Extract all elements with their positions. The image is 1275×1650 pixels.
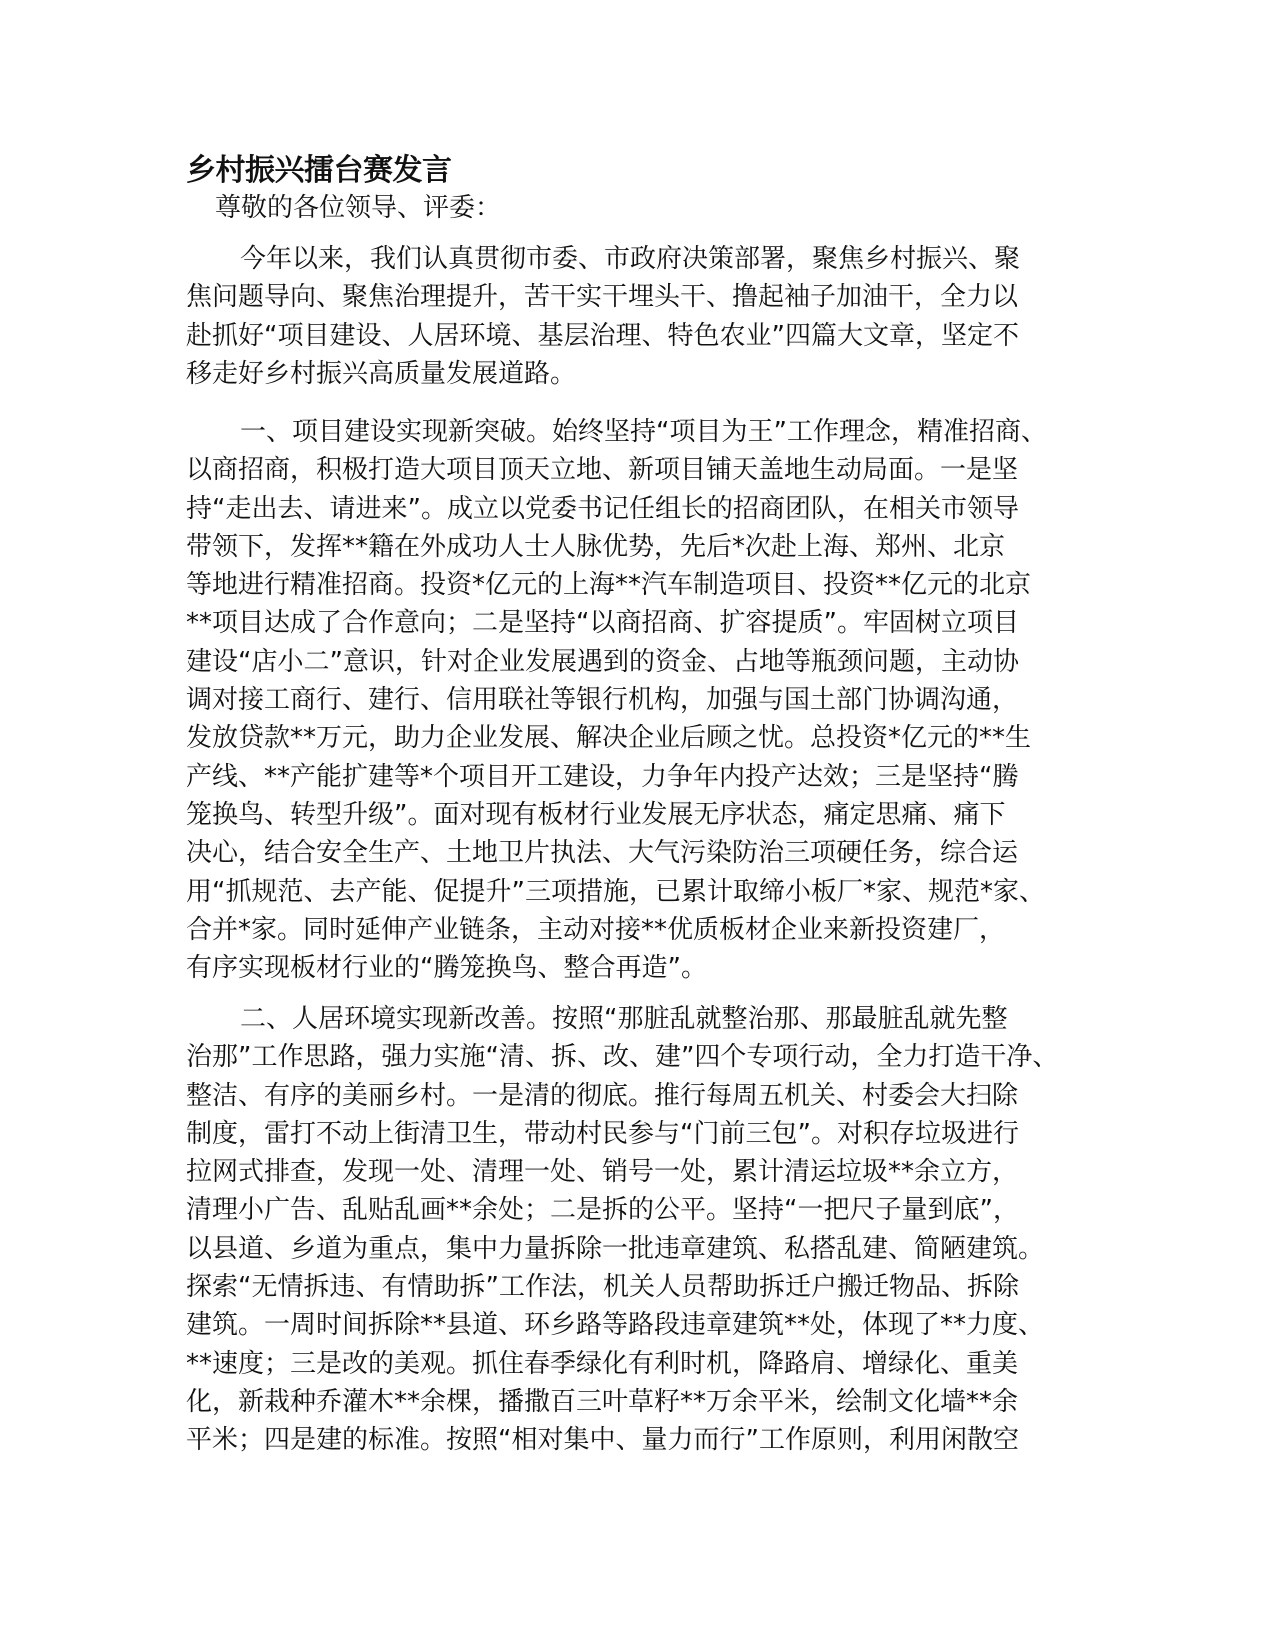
paragraph-line: 赴抓好“项目建设、人居环境、基层治理、特色农业”四篇大文章，坚定不 <box>186 320 1019 351</box>
paragraph-line: 调对接工商行、建行、信用联社等银行机构，加强与国土部门协调沟通， <box>186 685 1019 716</box>
paragraph-line: 二、人居环境实现新改善。按照“那脏乱就整治那、那最脏乱就先整 <box>240 1004 1008 1034</box>
paragraph-line: 制度，雷打不动上街清卫生，带动村民参与“门前三包”。对积存垃圾进行 <box>186 1118 1019 1149</box>
paragraph-line: **项目达成了合作意向；二是坚持“以商招商、扩容提质”。牢固树立项目 <box>186 608 1019 639</box>
paragraph-line: 发放贷款**万元，助力企业发展、解决企业后顾之忧。总投资*亿元的**生 <box>186 723 1032 754</box>
document-title: 乡村振兴擂台赛发言 <box>186 153 452 188</box>
paragraph-intro <box>186 240 1086 393</box>
paragraph-line: 持“走出去、请进来”。成立以党委书记任组长的招商团队，在相关市领导 <box>186 493 1019 524</box>
paragraph-project-construction <box>186 413 1086 987</box>
paragraph-line: 建筑。一周时间拆除**县道、环乡路等路段违章建筑**处，体现了**力度、 <box>186 1310 1045 1341</box>
paragraph-line: 清理小广告、乱贴乱画**余处；二是拆的公平。坚持“一把尺子量到底”， <box>186 1195 1019 1226</box>
paragraph-line: 拉网式排查，发现一处、清理一处、销号一处，累计清运垃圾**余立方， <box>186 1157 1019 1188</box>
paragraph-line: 产线、**产能扩建等*个项目开工建设，力争年内投产达效；三是坚持“腾 <box>186 761 1019 792</box>
paragraph-line: 今年以来，我们认真贯彻市委、市政府决策部署，聚焦乡村振兴、聚 <box>240 244 1021 274</box>
paragraph-line: 整洁、有序的美丽乡村。一是清的彻底。推行每周五机关、村委会大扫除 <box>186 1080 1019 1111</box>
paragraph-line: 用“抓规范、去产能、促提升”三项措施，已累计取缔小板厂*家、规范*家、 <box>186 876 1045 907</box>
paragraph-line: 化，新栽种乔灌木**余棵，播撒百三叶草籽**万余平米，绘制文化墙**余 <box>186 1386 1019 1417</box>
paragraph-line: 有序实现板材行业的“腾笼换鸟、整合再造”。 <box>186 953 707 984</box>
paragraph-line: 焦问题导向、聚焦治理提升，苦干实干埋头干、撸起袖子加油干，全力以 <box>186 282 1019 313</box>
paragraph-line: **速度；三是改的美观。抓住春季绿化有利时机，降路肩、增绿化、重美 <box>186 1348 1019 1379</box>
paragraph-line: 探索“无情拆违、有情助拆”工作法，机关人员帮助拆迁户搬迁物品、拆除 <box>186 1272 1019 1303</box>
paragraph-line: 等地进行精准招商。投资*亿元的上海**汽车制造项目、投资**亿元的北京 <box>186 570 1032 601</box>
paragraph-line: 合并*家。同时延伸产业链条，主动对接**优质板材企业来新投资建厂， <box>186 914 1006 945</box>
salutation: 尊敬的各位领导、评委： <box>215 193 502 223</box>
paragraph-line: 平米；四是建的标准。按照“相对集中、量力而行”工作原则，利用闲散空 <box>186 1425 1019 1456</box>
paragraph-line: 一、项目建设实现新突破。始终坚持“项目为王”工作理念，精准招商、 <box>240 417 1047 447</box>
paragraph-line: 治那”工作思路，强力实施“清、拆、改、建”四个专项行动，全力打造干净、 <box>186 1042 1059 1073</box>
paragraph-line: 笼换鸟、转型升级”。面对现有板材行业发展无序状态，痛定思痛、痛下 <box>186 799 1006 830</box>
paragraph-line: 决心，结合安全生产、土地卫片执法、大气污染防治三项硬任务，综合运 <box>186 838 1019 869</box>
paragraph-line: 带领下，发挥**籍在外成功人士人脉优势，先后*次赴上海、郑州、北京 <box>186 531 1006 562</box>
paragraph-line: 以商招商，积极打造大项目顶天立地、新项目铺天盖地生动局面。一是坚 <box>186 455 1019 486</box>
paragraph-living-environment <box>186 1000 1086 1460</box>
paragraph-line: 建设“店小二”意识，针对企业发展遇到的资金、占地等瓶颈问题，主动协 <box>186 646 1019 677</box>
paragraph-line: 移走好乡村振兴高质量发展道路。 <box>186 358 577 389</box>
paragraph-line: 以县道、乡道为重点，集中力量拆除一批违章建筑、私搭乱建、简陋建筑。 <box>186 1233 1045 1264</box>
